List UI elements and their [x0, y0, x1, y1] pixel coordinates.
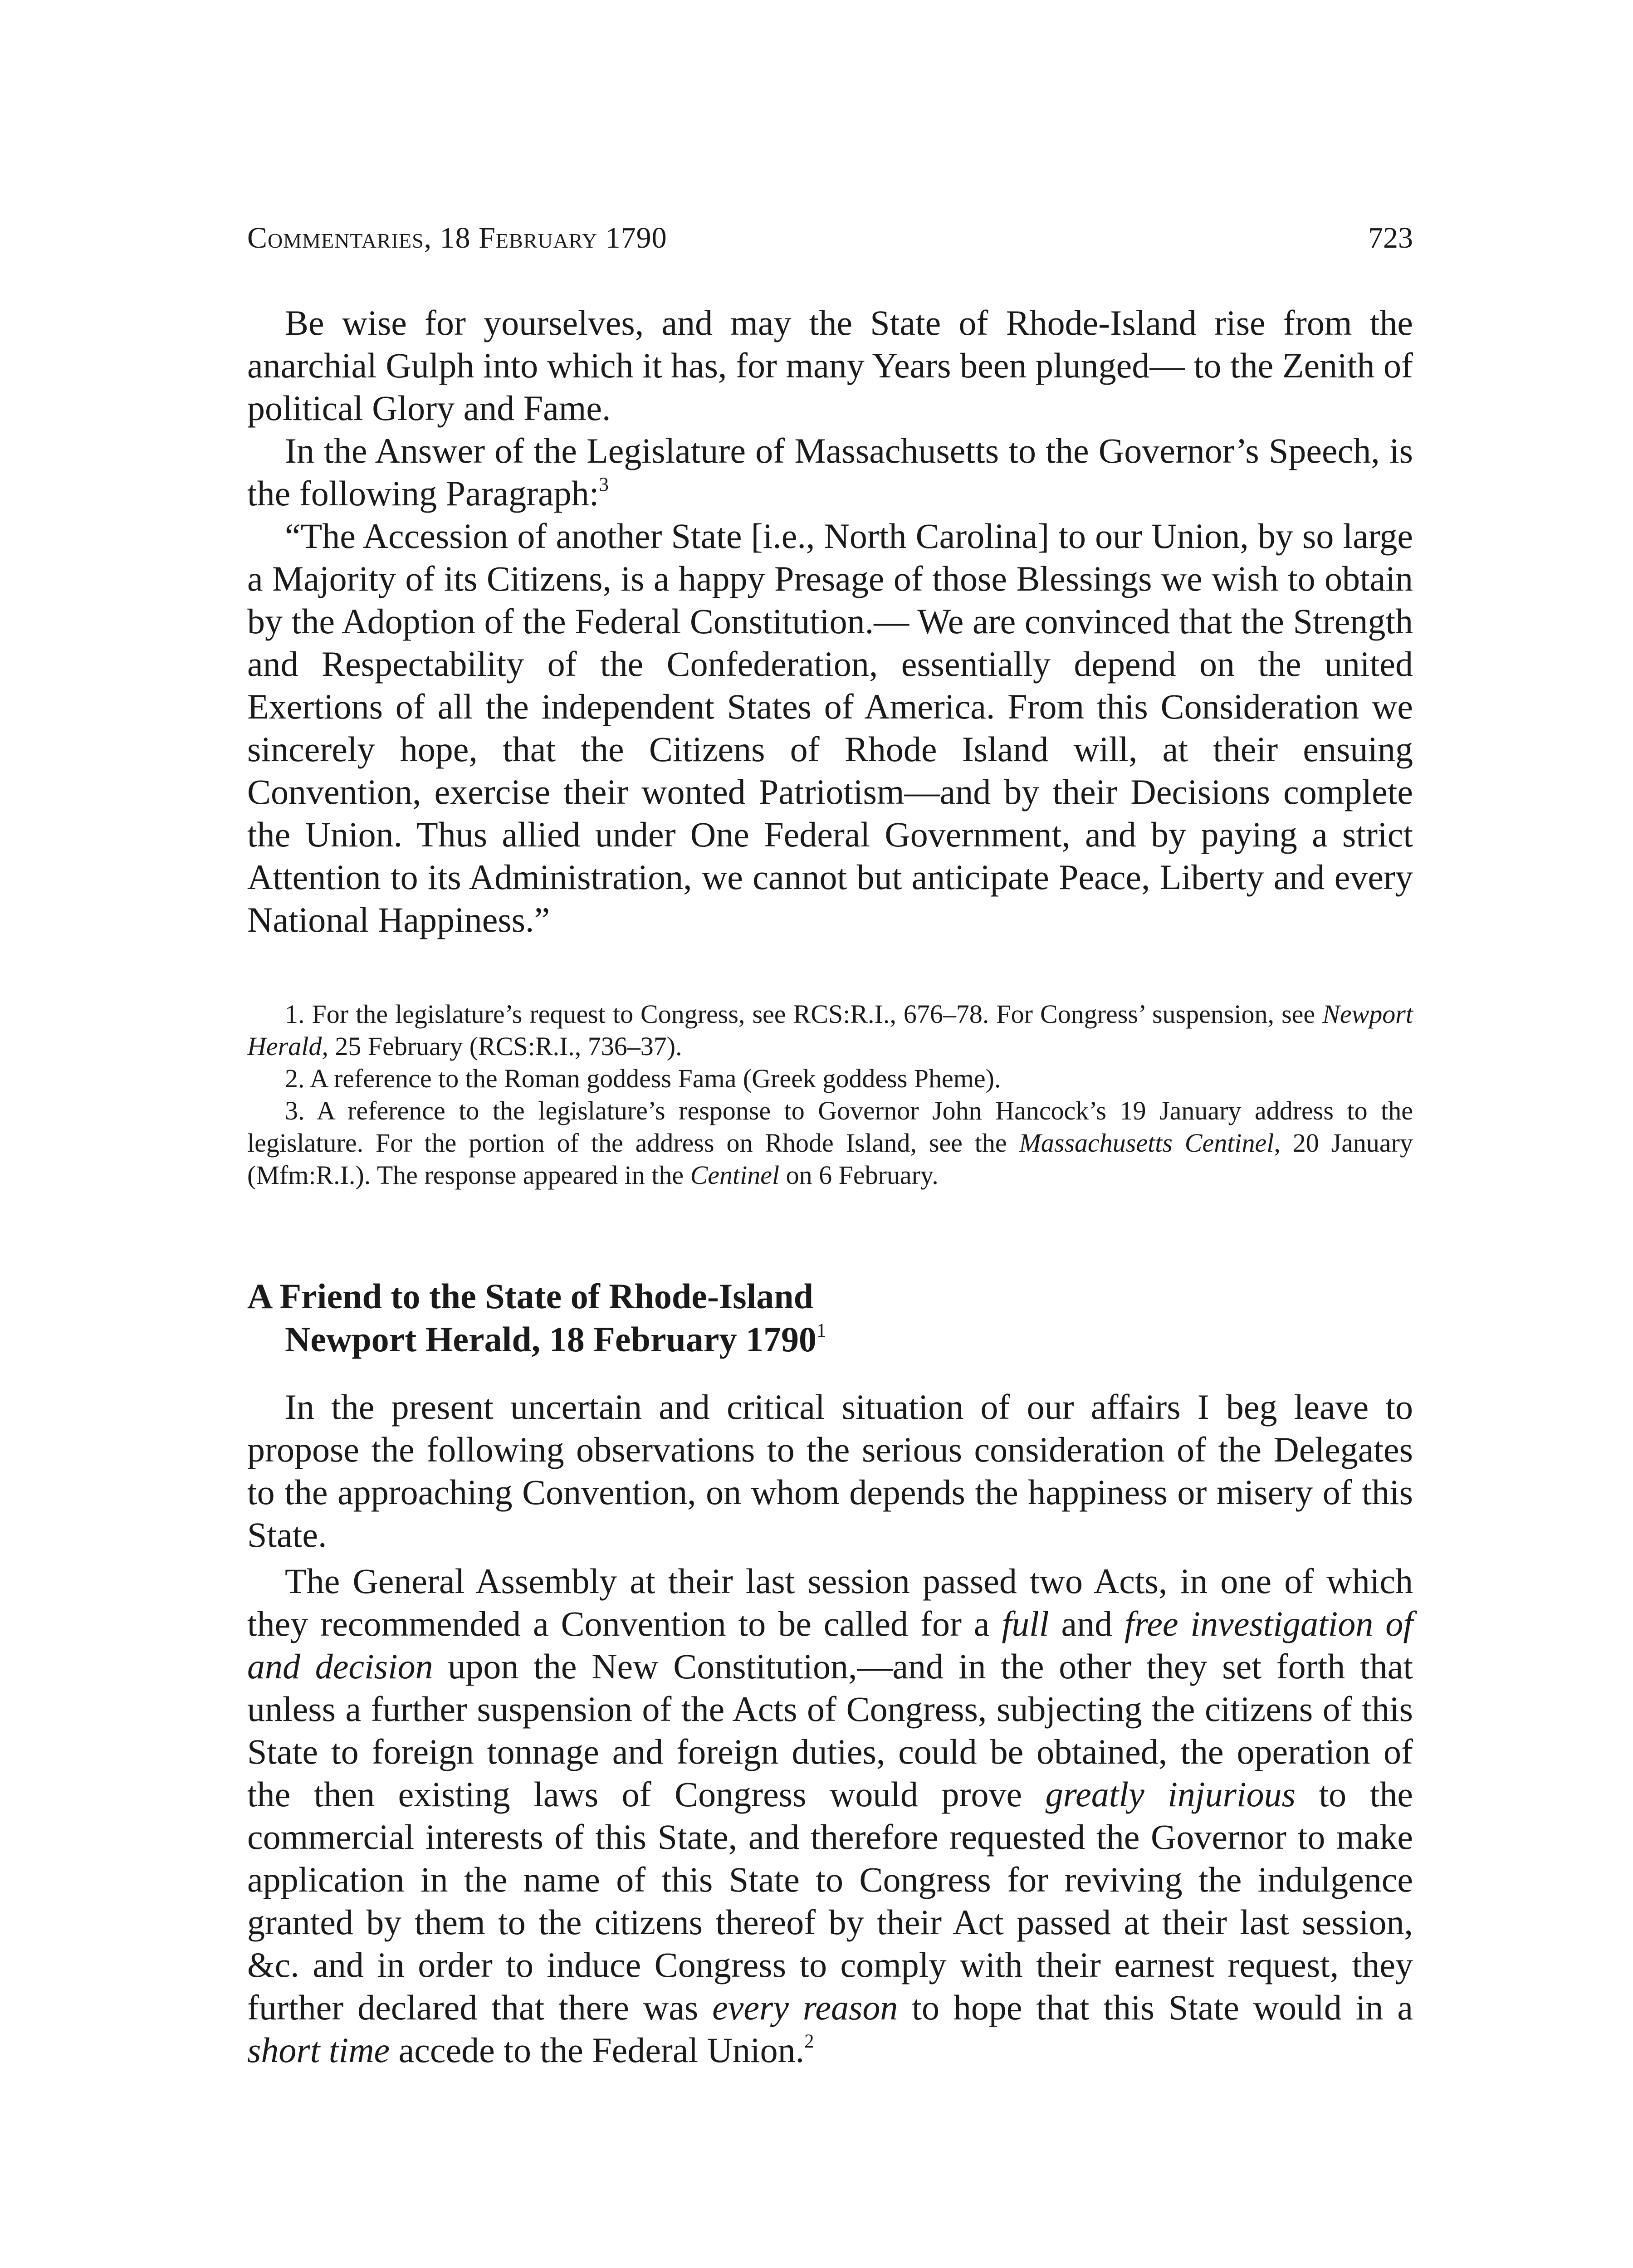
- italic-text: full: [1002, 1604, 1049, 1643]
- running-head-title: Commentaries, 18 February 1790: [247, 221, 667, 254]
- paragraph-text: In the present uncertain and critical situation of our affairs I beg leave to propose the following observations to the serious consideration of the Delegates to the approaching Convention, on whom depends the happiness or misery of this State.: [247, 1387, 1413, 1554]
- footnote-ref: 2: [804, 2030, 814, 2052]
- paragraph-text: “The Accession of another State [i.e., North Carolina] to our Union, by so large a Majority of its Citizens, is a happy Presage of those Blessings we wish to obtain by the Adoption of the Federal Constitution.— We are convinced that the Strength and Respectability of the Confederation, essentially depend on the united Exertions of all the independent States of America. From this Consideration we sincerely hope, that the Citizens of Rhode Island will, at their ensuing Convention, exercise their wonted Patriotism—and by their Decisions complete the Union. Thus allied under One Federal Government, and by paying a strict Attention to its Administration, we cannot but anticipate Peace, Liberty and every National Happiness.”: [247, 516, 1413, 939]
- paragraph-text: to the commercial interests of this State, and therefore requested the Governor to make application in the name of this State to Congress for reviving the indulgence granted by them to the citizens thereof by their Act passed at their last session, &c. and in order to induce Congress to comply with their earnest request, they further declared that there was: [247, 1774, 1413, 2027]
- footnote-ref: 1: [816, 1320, 826, 1341]
- italic-text: short time: [247, 2030, 390, 2070]
- paragraph-general-assembly: [247, 1560, 1413, 2072]
- paragraph-text: to hope that this State would in a: [898, 1988, 1413, 2027]
- source-text: Newport Herald, 18 February 1790: [285, 1320, 816, 1359]
- footnote-text: 20 January (Mfm:R.I.). The response appeared in the: [247, 1128, 1413, 1190]
- paragraph-text: Be wise for yourselves, and may the State of Rhode-Island rise from the anarchial Gulph into which it has, for many Years been plunged— to the Zenith of political Glory and Fame.: [247, 303, 1413, 428]
- footnote-text: on 6 February.: [779, 1160, 939, 1190]
- footnote-text: 1. For the legislature’s request to Congress, see RCS:R.I., 676–78. For Congress’ suspension, see: [285, 999, 1323, 1029]
- footnote-italic: Massachusetts Centinel,: [1019, 1128, 1281, 1158]
- italic-text: greatly injurious: [1045, 1774, 1296, 1814]
- footnote-ref: 3: [599, 474, 609, 495]
- article-title: A Friend to the State of Rhode-Island: [247, 1276, 814, 1316]
- letter-continuation: [247, 302, 1413, 941]
- paragraph-be-wise: [247, 302, 1413, 430]
- footnote-1: [247, 998, 1413, 1062]
- paragraph-quotation: [247, 515, 1413, 941]
- paragraph-text: upon the New Constitution,—and in the other they set forth that unless a further suspension of the Acts of Congress, subjecting the citizens of this State to foreign tonnage and foreign duties, could be obtained, the operation of the then existing laws of Congress would prove: [247, 1647, 1413, 1814]
- paragraph-answer-legislature: [247, 430, 1413, 515]
- paragraph-text: In the Answer of the Legislature of Massachusetts to the Governor’s Speech, is the following Paragraph:: [247, 431, 1413, 513]
- italic-text: free investigation of and decision: [247, 1604, 1413, 1686]
- paragraph-text: accede to the Federal Union.: [390, 2030, 805, 2070]
- footnote-italic: Centinel: [690, 1160, 780, 1190]
- running-head: [247, 213, 1413, 263]
- article-heading: [247, 1275, 1413, 1361]
- paragraph-text: The General Assembly at their last session passed two Acts, in one of which they recommended a Convention to be called for a: [247, 1561, 1413, 1643]
- footnote-2: [247, 1062, 1413, 1095]
- footnote-text: 25 February (RCS:R.I., 736–37).: [328, 1031, 682, 1061]
- footnote-text: 2. A reference to the Roman goddess Fama (Greek goddess Pheme).: [285, 1064, 1001, 1093]
- footnote-3: [247, 1095, 1413, 1191]
- italic-text: every reason: [712, 1988, 898, 2027]
- paragraph-text: and: [1049, 1604, 1125, 1643]
- article-body: [247, 1386, 1413, 2072]
- footnotes: [247, 998, 1413, 1191]
- page-number: 723: [1368, 221, 1413, 254]
- footnote-text: 3. A reference to the legislature’s response to Governor John Hancock’s 19 January address to the legislature. For the portion of the address on Rhode Island, see the: [247, 1096, 1413, 1158]
- article-source: [247, 1318, 1413, 1361]
- footnote-italic: Newport Herald,: [247, 999, 1413, 1061]
- paragraph-present-situation: [247, 1386, 1413, 1556]
